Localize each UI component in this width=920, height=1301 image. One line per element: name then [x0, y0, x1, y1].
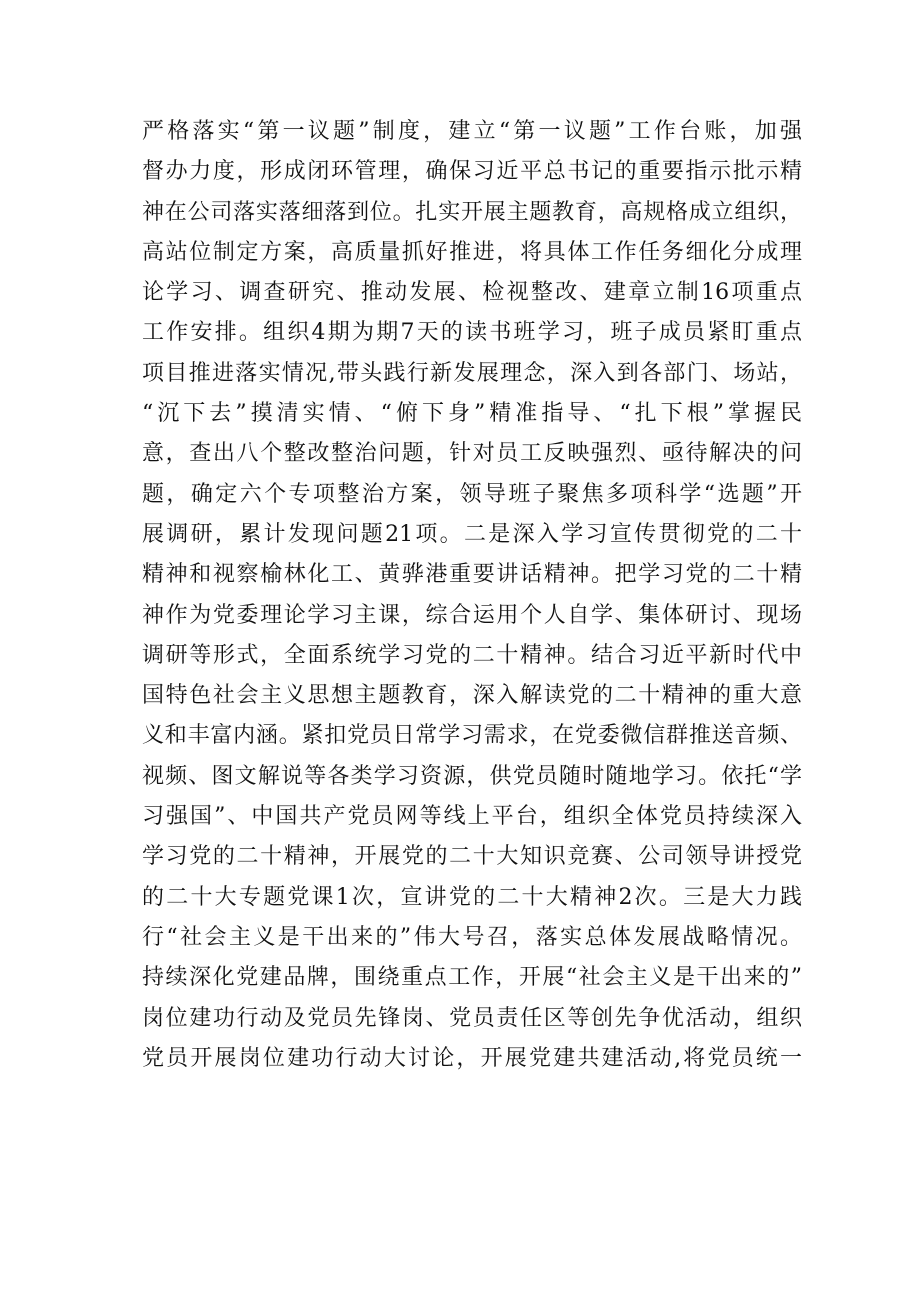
text-line: 督办力度，形成闭环管理，确保习近平总书记的重要指示批示精	[142, 159, 802, 185]
text-line: 行“社会主义是干出来的”伟大号召，落实总体发展战略情况。	[142, 924, 802, 950]
body-text	[142, 112, 802, 1079]
text-line: 党员开展岗位建功行动大讨论，开展党建共建活动,将党员统一	[142, 1045, 802, 1071]
text-line: 展调研，累计发现问题21项。二是深入学习宣传贯彻党的二十	[142, 521, 802, 547]
text-line: 神在公司落实落细落到位。扎实开展主题教育，高规格成立组织，	[142, 199, 802, 225]
text-line: 论学习、调查研究、推动发展、检视整改、建章立制16项重点	[142, 280, 802, 306]
text-line: 的二十大专题党课1次，宣讲党的二十大精神2次。三是大力践	[142, 884, 802, 910]
text-line: 项目推进落实情况,带头践行新发展理念，深入到各部门、场站，	[142, 360, 802, 386]
text-line: 精神和视察榆林化工、黄骅港重要讲话精神。把学习党的二十精	[142, 562, 802, 588]
text-line: 调研等形式，全面系统学习党的二十精神。结合习近平新时代中	[142, 642, 802, 668]
text-line: 高站位制定方案，高质量抓好推进，将具体工作任务细化分成理	[142, 239, 802, 265]
text-line: 义和丰富内涵。紧扣党员日常学习需求，在党委微信群推送音频、	[142, 723, 802, 749]
text-line: 神作为党委理论学习主课，综合运用个人自学、集体研讨、现场	[142, 602, 802, 628]
text-line: 题，确定六个专项整治方案，领导班子聚焦多项科学“选题”开	[142, 481, 802, 507]
text-line: 岗位建功行动及党员先锋岗、党员责任区等创先争优活动，组织	[142, 1005, 802, 1031]
text-line: 习强国”、中国共产党员网等线上平台，组织全体党员持续深入	[142, 804, 802, 830]
text-line: 国特色社会主义思想主题教育，深入解读党的二十精神的重大意	[142, 683, 802, 709]
text-line: 工作安排。组织4期为期7天的读书班学习，班子成员紧盯重点	[142, 320, 802, 346]
text-line: “沉下去”摸清实情、“俯下身”精准指导、“扎下根”掌握民	[142, 401, 802, 427]
text-line: 意，查出八个整改整治问题，针对员工反映强烈、亟待解决的问	[142, 441, 802, 467]
text-line: 学习党的二十精神，开展党的二十大知识竞赛、公司领导讲授党	[142, 844, 802, 870]
text-line: 持续深化党建品牌，围绕重点工作，开展“社会主义是干出来的”	[142, 965, 802, 991]
text-line: 视频、图文解说等各类学习资源，供党员随时随地学习。依托“学	[142, 763, 802, 789]
text-line: 严格落实“第一议题”制度，建立“第一议题”工作台账，加强	[142, 119, 802, 144]
